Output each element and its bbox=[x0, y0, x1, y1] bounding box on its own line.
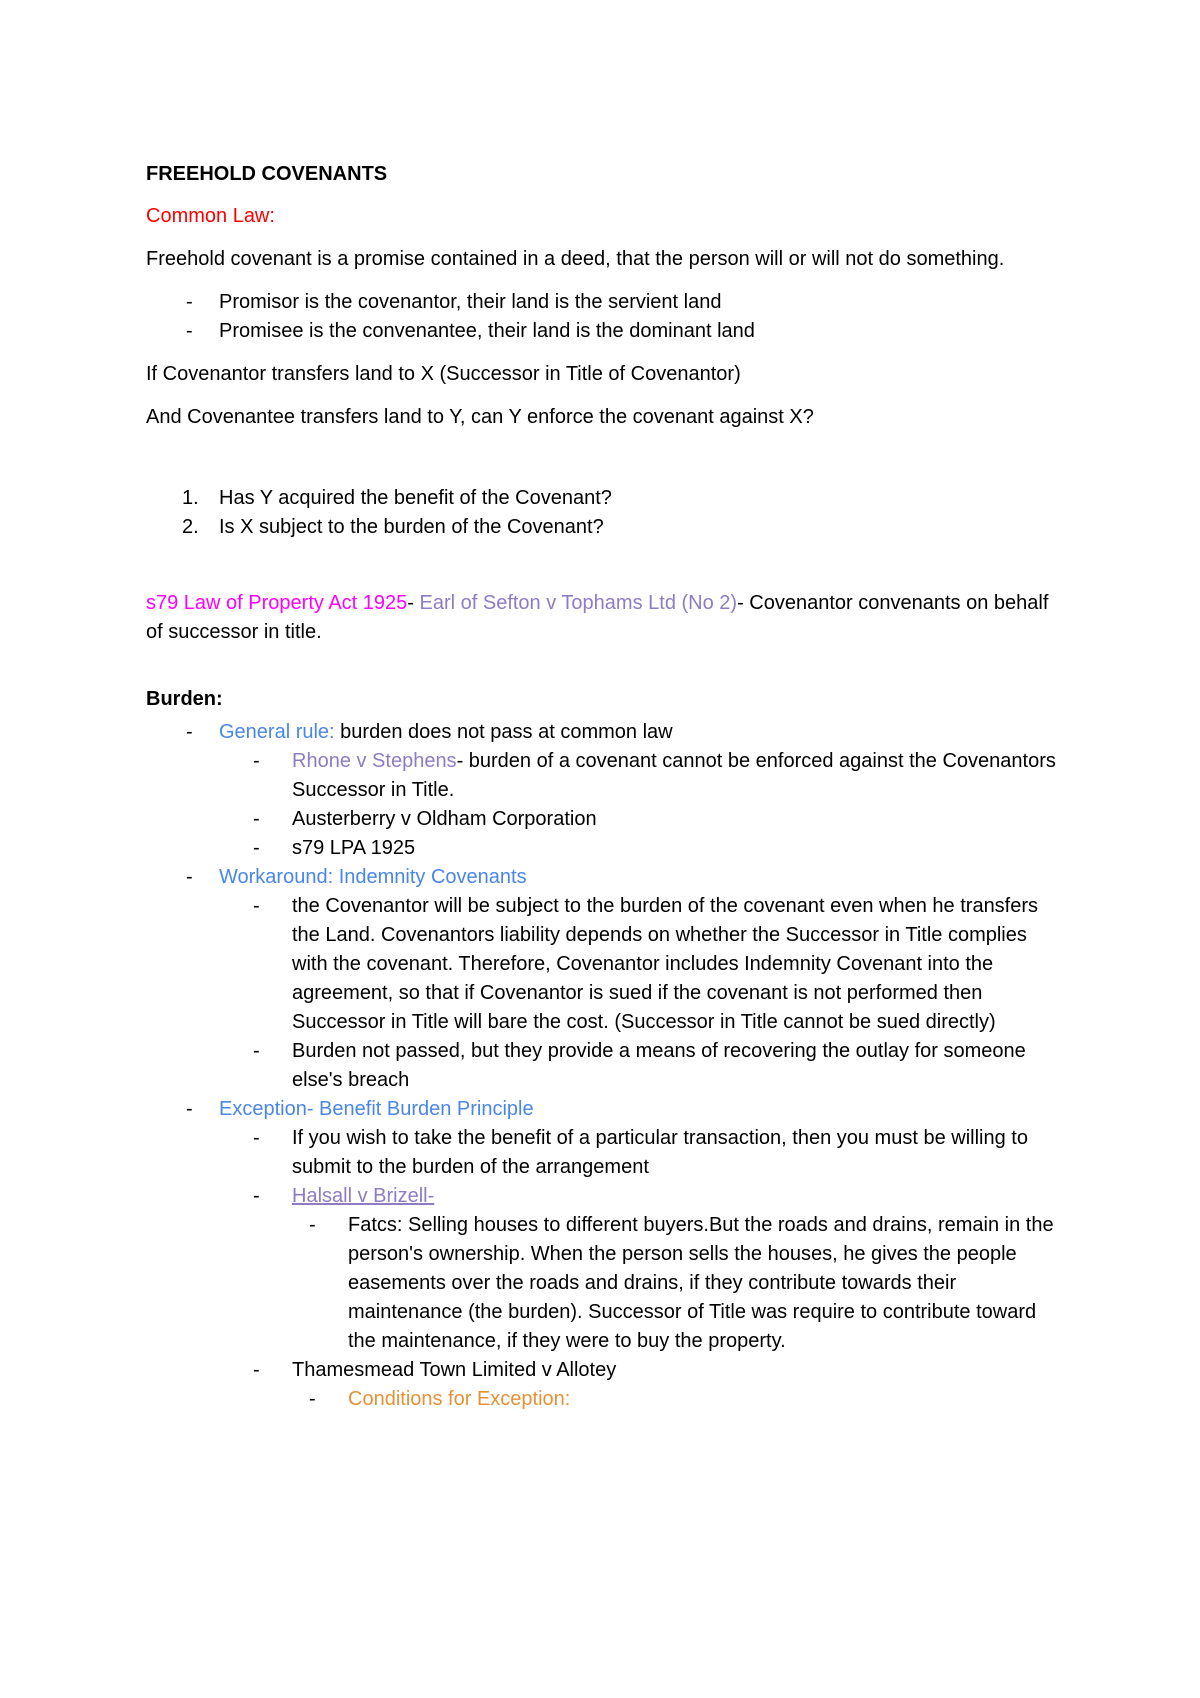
s79-text: - Covenantor convenants on behalf of successor in title. bbox=[146, 592, 1049, 643]
thamesmead-case: Thamesmead Town Limited v Allotey bbox=[292, 1359, 617, 1381]
bullet-marker: - bbox=[186, 721, 193, 743]
document-title: FREEHOLD COVENANTS bbox=[146, 163, 388, 185]
general-rule-label: General rule: bbox=[219, 721, 335, 743]
list-item bbox=[146, 484, 1066, 513]
scenario-line-2: And Covenantee transfers land to Y, can Y enforce the covenant against X? bbox=[146, 406, 814, 428]
list-item bbox=[146, 834, 1066, 863]
exception-point: If you wish to take the benefit of a particular transaction, then you must be willing to submit to the burden of the arrangement bbox=[292, 1127, 1028, 1178]
list-item-text: Promisor is the covenantor, their land is the servient land bbox=[219, 291, 722, 313]
austerberry-case: Austerberry v Oldham Corporation bbox=[292, 808, 597, 830]
list-item bbox=[146, 1211, 1066, 1356]
bullet-marker: - bbox=[253, 1359, 260, 1381]
general-rule-text: burden does not pass at common law bbox=[334, 721, 673, 743]
burden-heading: Burden: bbox=[146, 688, 223, 710]
scenario-line-1: If Covenantor transfers land to X (Successor in Title of Covenantor) bbox=[146, 363, 741, 385]
document-page bbox=[146, 160, 1066, 1414]
bullet-marker: - bbox=[309, 1214, 316, 1236]
burden-list bbox=[146, 718, 1066, 1414]
rhone-text: - burden of a covenant cannot be enforced against the Covenantors Successor in Title. bbox=[292, 750, 1056, 801]
s79-lpa: s79 LPA 1925 bbox=[292, 837, 416, 859]
parties-list bbox=[146, 288, 1066, 346]
bullet-marker: - bbox=[186, 866, 193, 888]
bullet-marker: - bbox=[253, 837, 260, 859]
list-item bbox=[146, 1385, 1066, 1414]
rhone-case: Rhone v Stephens bbox=[292, 750, 457, 772]
list-item-text: Promisee is the convenantee, their land is the dominant land bbox=[219, 320, 755, 342]
workaround-point: the Covenantor will be subject to the burden of the covenant even when he transfers the Land. Covenantors liability depends on whether the Successor in Title complies with the covenant. Therefore, Covenantor includes Indemnity Covenant into the agreement, so that if Covenantor is sued if the covenant is not performed then Successor in Title will bare the cost. (Successor in Title cannot be sued directly) bbox=[292, 895, 1039, 1033]
bullet-marker: - bbox=[186, 291, 193, 313]
list-item bbox=[146, 1356, 1066, 1385]
bullet-marker: - bbox=[253, 808, 260, 830]
intro-paragraph: Freehold covenant is a promise contained in a deed, that the person will or will not do something. bbox=[146, 248, 1005, 270]
case-reference: Earl of Sefton v Tophams Ltd (No 2) bbox=[419, 592, 738, 614]
list-item bbox=[146, 1037, 1066, 1095]
list-item bbox=[146, 288, 1066, 317]
workaround-point: Burden not passed, but they provide a means of recovering the outlay for someone else's breach bbox=[292, 1040, 1026, 1091]
list-item bbox=[146, 1182, 1066, 1211]
halsall-facts: Fatcs: Selling houses to different buyers.But the roads and drains, remain in the person's ownership. When the person sells the houses, he gives the people easements over the roads and drains, if they contribute towards their maintenance (the burden). Successor of Title was require to contribute toward the maintenance, if they were to buy the property. bbox=[348, 1214, 1054, 1352]
questions-list bbox=[146, 484, 1066, 542]
list-item bbox=[146, 317, 1066, 346]
list-item bbox=[146, 1095, 1066, 1124]
number-marker: 1. bbox=[182, 487, 199, 509]
s79-paragraph bbox=[146, 589, 1066, 647]
bullet-marker: - bbox=[186, 1098, 193, 1120]
exception-label: Exception- Benefit Burden Principle bbox=[219, 1098, 534, 1120]
bullet-marker: - bbox=[253, 1127, 260, 1149]
separator: - bbox=[407, 592, 420, 614]
number-marker: 2. bbox=[182, 516, 199, 538]
list-item-text: Is X subject to the burden of the Covenant? bbox=[219, 516, 604, 538]
list-item bbox=[146, 513, 1066, 542]
list-item bbox=[146, 805, 1066, 834]
bullet-marker: - bbox=[253, 1040, 260, 1062]
conditions-label: Conditions for Exception: bbox=[348, 1388, 571, 1410]
list-item bbox=[146, 863, 1066, 892]
list-item bbox=[146, 718, 1066, 747]
halsall-case-link[interactable]: Halsall v Brizell- bbox=[292, 1185, 435, 1207]
bullet-marker: - bbox=[309, 1388, 316, 1410]
bullet-marker: - bbox=[253, 1185, 260, 1207]
list-item bbox=[146, 892, 1066, 1037]
bullet-marker: - bbox=[186, 320, 193, 342]
workaround-label: Workaround: Indemnity Covenants bbox=[219, 866, 527, 888]
bullet-marker: - bbox=[253, 895, 260, 917]
statute-reference: s79 Law of Property Act 1925 bbox=[146, 592, 408, 614]
bullet-marker: - bbox=[253, 750, 260, 772]
list-item bbox=[146, 747, 1066, 805]
list-item-text: Has Y acquired the benefit of the Covenant? bbox=[219, 487, 612, 509]
list-item bbox=[146, 1124, 1066, 1182]
common-law-heading: Common Law: bbox=[146, 205, 275, 227]
